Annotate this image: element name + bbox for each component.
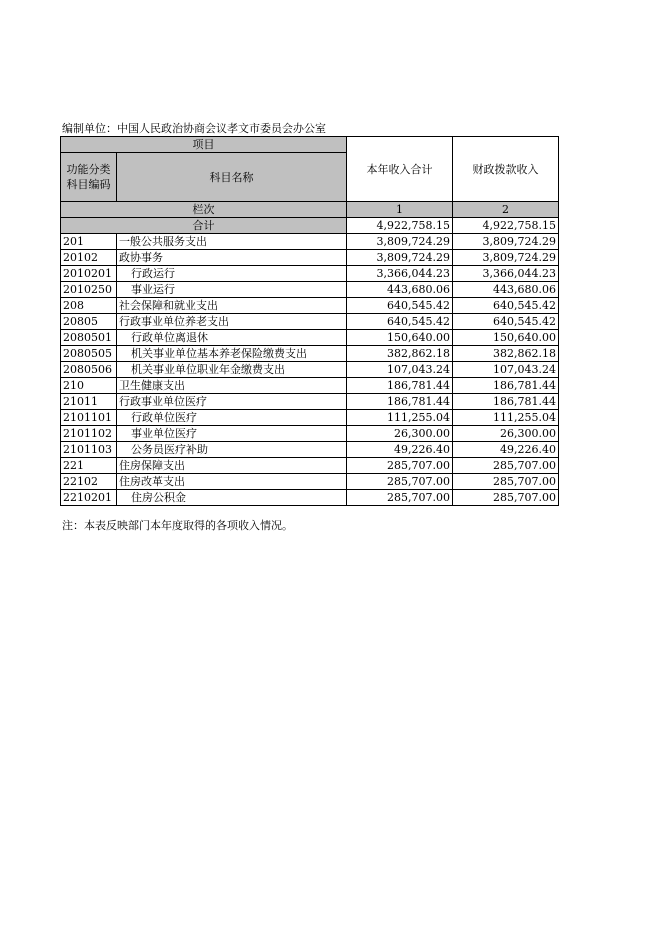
row-income-cell: 443,680.06 xyxy=(347,282,453,298)
index-col-1: 1 xyxy=(347,202,453,218)
row-fiscal-cell: 382,862.18 xyxy=(453,346,559,362)
row-name-cell: 行政单位医疗 xyxy=(117,410,347,426)
row-name-cell: 政协事务 xyxy=(117,250,347,266)
row-code-cell: 2101103 xyxy=(61,442,117,458)
index-row-label: 栏次 xyxy=(61,202,347,218)
header-income-total-cell: 本年收入合计 xyxy=(347,137,453,202)
index-row xyxy=(61,202,559,218)
table-row xyxy=(61,362,559,378)
income-report-table xyxy=(60,136,559,506)
total-row xyxy=(61,218,559,234)
row-income-cell: 285,707.00 xyxy=(347,490,453,506)
table-row xyxy=(61,378,559,394)
row-code-cell: 22102 xyxy=(61,474,117,490)
row-fiscal-cell: 49,226.40 xyxy=(453,442,559,458)
row-fiscal-cell: 150,640.00 xyxy=(453,330,559,346)
row-name-cell: 公务员医疗补助 xyxy=(117,442,347,458)
table-row xyxy=(61,426,559,442)
row-name-cell: 行政运行 xyxy=(117,266,347,282)
row-code-cell: 2210201 xyxy=(61,490,117,506)
row-name-cell: 住房保障支出 xyxy=(117,458,347,474)
row-code-cell: 2010250 xyxy=(61,282,117,298)
row-code-cell: 2010201 xyxy=(61,266,117,282)
row-fiscal-cell: 186,781.44 xyxy=(453,378,559,394)
row-fiscal-cell: 285,707.00 xyxy=(453,490,559,506)
row-income-cell: 382,862.18 xyxy=(347,346,453,362)
row-income-cell: 186,781.44 xyxy=(347,394,453,410)
row-code-cell: 2080506 xyxy=(61,362,117,378)
table-row xyxy=(61,410,559,426)
row-code-cell: 2101102 xyxy=(61,426,117,442)
row-income-cell: 111,255.04 xyxy=(347,410,453,426)
row-name-cell: 机关事业单位职业年金缴费支出 xyxy=(117,362,347,378)
table-row xyxy=(61,250,559,266)
compiling-unit-label: 编制单位： xyxy=(62,122,117,135)
row-income-cell: 26,300.00 xyxy=(347,426,453,442)
row-name-cell: 住房公积金 xyxy=(117,490,347,506)
table-row xyxy=(61,474,559,490)
row-income-cell: 640,545.42 xyxy=(347,298,453,314)
table-row xyxy=(61,442,559,458)
row-income-cell: 285,707.00 xyxy=(347,458,453,474)
row-fiscal-cell: 285,707.00 xyxy=(453,458,559,474)
table-row xyxy=(61,282,559,298)
row-name-cell: 事业运行 xyxy=(117,282,347,298)
table-row xyxy=(61,490,559,506)
table-row xyxy=(61,394,559,410)
row-fiscal-cell: 285,707.00 xyxy=(453,474,559,490)
row-name-cell: 事业单位医疗 xyxy=(117,426,347,442)
total-income-cell: 4,922,758.15 xyxy=(347,218,453,234)
row-name-cell: 行政事业单位养老支出 xyxy=(117,314,347,330)
row-code-cell: 201 xyxy=(61,234,117,250)
report-table-body xyxy=(61,137,559,506)
row-name-cell: 住房改革支出 xyxy=(117,474,347,490)
header-name-cell: 科目名称 xyxy=(117,153,347,202)
row-fiscal-cell: 640,545.42 xyxy=(453,314,559,330)
row-code-cell: 21011 xyxy=(61,394,117,410)
table-row xyxy=(61,234,559,250)
compiling-unit-name: 中国人民政治协商会议孝文市委员会办公室 xyxy=(117,122,326,135)
header-fiscal-cell: 财政拨款收入 xyxy=(453,137,559,202)
row-name-cell: 卫生健康支出 xyxy=(117,378,347,394)
row-fiscal-cell: 3,366,044.23 xyxy=(453,266,559,282)
row-fiscal-cell: 111,255.04 xyxy=(453,410,559,426)
row-code-cell: 20805 xyxy=(61,314,117,330)
total-label: 合计 xyxy=(61,218,347,234)
row-fiscal-cell: 186,781.44 xyxy=(453,394,559,410)
header-row-project xyxy=(61,137,559,153)
row-name-cell: 社会保障和就业支出 xyxy=(117,298,347,314)
row-code-cell: 2101101 xyxy=(61,410,117,426)
row-code-cell: 2080505 xyxy=(61,346,117,362)
row-code-cell: 2080501 xyxy=(61,330,117,346)
table-row xyxy=(61,330,559,346)
table-row xyxy=(61,346,559,362)
row-income-cell: 3,809,724.29 xyxy=(347,234,453,250)
row-income-cell: 3,809,724.29 xyxy=(347,250,453,266)
row-income-cell: 107,043.24 xyxy=(347,362,453,378)
row-income-cell: 285,707.00 xyxy=(347,474,453,490)
footnote: 注：本表反映部门本年度取得的各项收入情况。 xyxy=(62,519,293,532)
compiling-unit xyxy=(62,122,326,136)
header-project-cell: 项目 xyxy=(61,137,347,153)
index-col-2: 2 xyxy=(453,202,559,218)
row-name-cell: 行政事业单位医疗 xyxy=(117,394,347,410)
row-income-cell: 3,366,044.23 xyxy=(347,266,453,282)
row-fiscal-cell: 3,809,724.29 xyxy=(453,250,559,266)
row-fiscal-cell: 107,043.24 xyxy=(453,362,559,378)
row-code-cell: 208 xyxy=(61,298,117,314)
row-fiscal-cell: 3,809,724.29 xyxy=(453,234,559,250)
table-row xyxy=(61,298,559,314)
row-code-cell: 210 xyxy=(61,378,117,394)
table-row xyxy=(61,314,559,330)
table-row xyxy=(61,458,559,474)
row-income-cell: 49,226.40 xyxy=(347,442,453,458)
table-row xyxy=(61,266,559,282)
total-fiscal-cell: 4,922,758.15 xyxy=(453,218,559,234)
row-name-cell: 行政单位离退休 xyxy=(117,330,347,346)
row-name-cell: 机关事业单位基本养老保险缴费支出 xyxy=(117,346,347,362)
row-fiscal-cell: 443,680.06 xyxy=(453,282,559,298)
row-code-cell: 20102 xyxy=(61,250,117,266)
row-income-cell: 640,545.42 xyxy=(347,314,453,330)
header-code-cell: 功能分类 科目编码 xyxy=(61,153,117,202)
row-fiscal-cell: 640,545.42 xyxy=(453,298,559,314)
row-name-cell: 一般公共服务支出 xyxy=(117,234,347,250)
row-fiscal-cell: 26,300.00 xyxy=(453,426,559,442)
row-income-cell: 186,781.44 xyxy=(347,378,453,394)
row-code-cell: 221 xyxy=(61,458,117,474)
row-income-cell: 150,640.00 xyxy=(347,330,453,346)
